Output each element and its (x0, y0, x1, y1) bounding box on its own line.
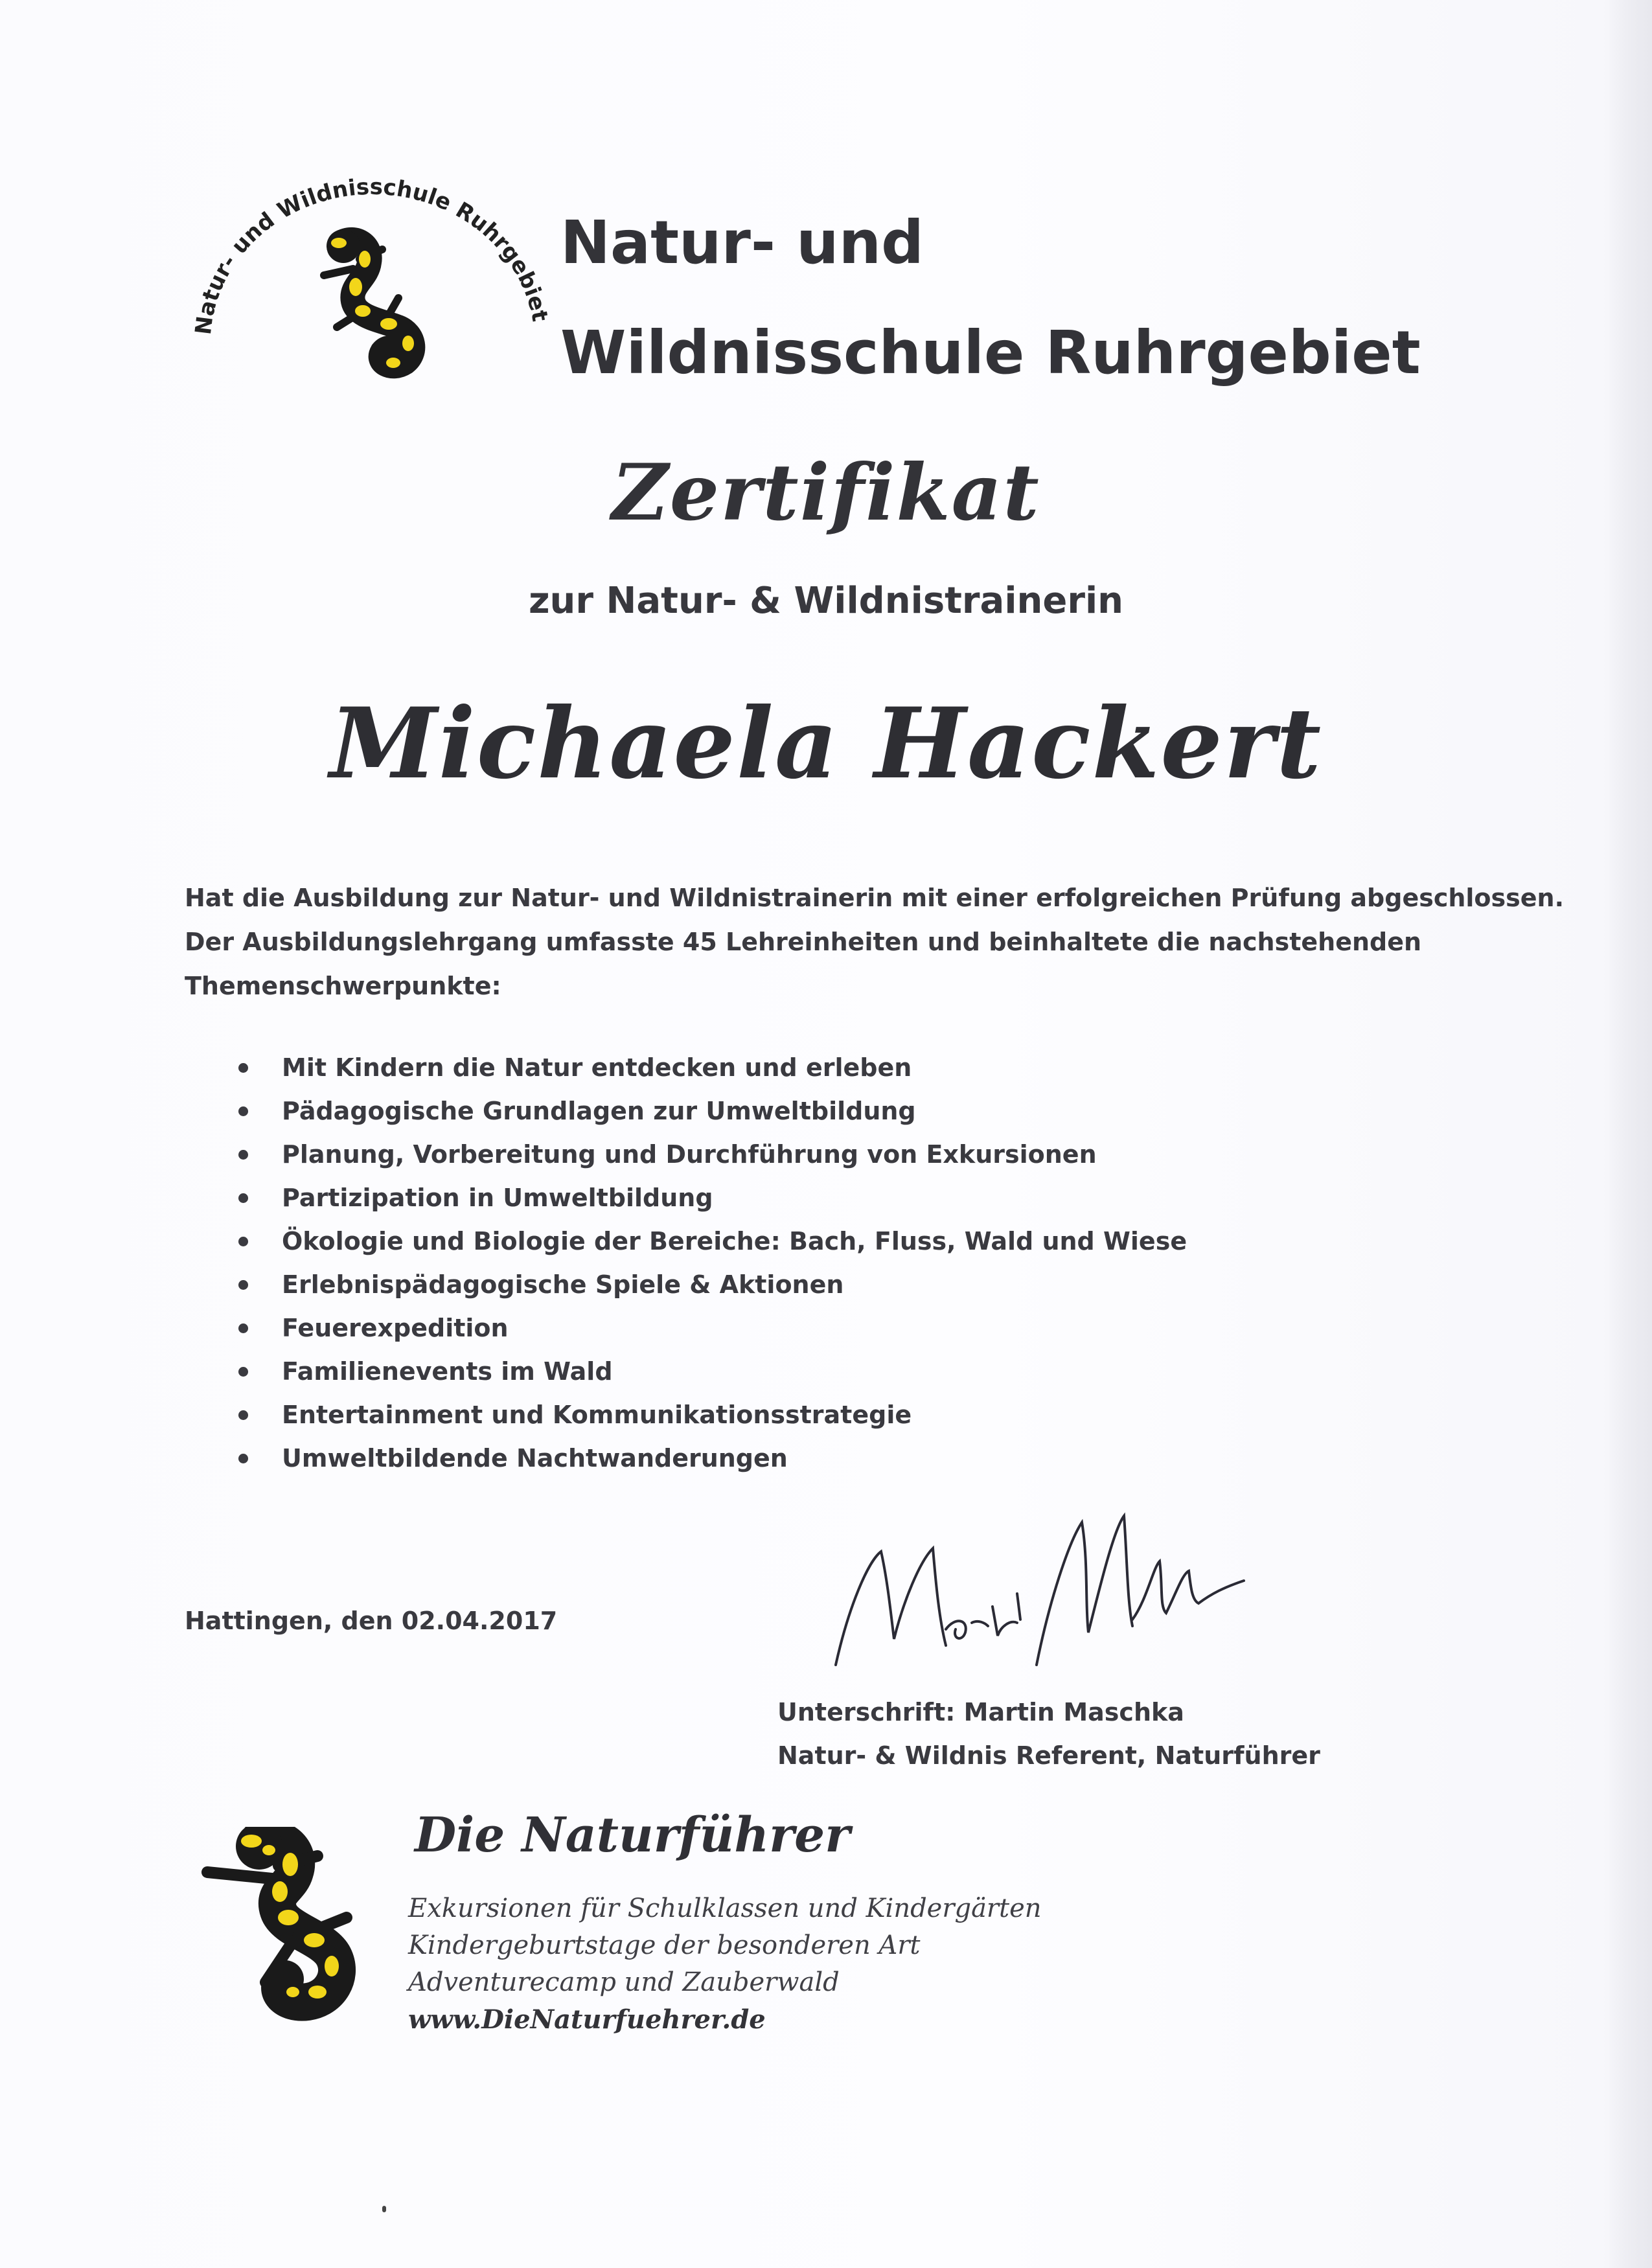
footer-title: Die Naturführer (415, 1807, 851, 1863)
school-name-line2: Wildnisschule Ruhrgebiet (560, 318, 1421, 387)
intro-line: Themenschwerpunkte: (185, 972, 501, 1000)
topic-item: Umweltbildende Nachtwanderungen (233, 1437, 1187, 1480)
topic-item: Erlebnispädagogische Spiele & Aktionen (233, 1263, 1187, 1307)
recipient-name: Michaela Hackert (329, 687, 1323, 801)
place-date: Hattingen, den 02.04.2017 (185, 1607, 558, 1635)
naturfuehrer-logo (181, 1827, 389, 2041)
handwritten-signature (823, 1490, 1250, 1678)
school-logo (185, 175, 560, 389)
topic-item: Mit Kindern die Natur entdecken und erleben (233, 1046, 1187, 1090)
topic-item: Familienevents im Wald (233, 1350, 1187, 1393)
topic-item: Feuerexpedition (233, 1307, 1187, 1350)
topic-item: Partizipation in Umweltbildung (233, 1176, 1187, 1220)
signer-block (777, 1691, 1320, 1778)
school-name-line1: Natur- und (560, 208, 924, 277)
salamander-icon (324, 229, 414, 368)
intro-line: Der Ausbildungslehrgang umfasste 45 Lehreinheiten und beinhaltete die nachstehenden (185, 928, 1422, 956)
intro-line: Hat die Ausbildung zur Natur- und Wildnistrainerin mit einer erfolgreichen Prüfung abgeschlossen. (185, 884, 1565, 912)
intro-paragraph (185, 876, 1565, 1008)
footer-url[interactable]: www.DieNaturfuehrer.de (408, 2004, 766, 2035)
topic-item: Entertainment und Kommunikationsstrategie (233, 1393, 1187, 1437)
paper-edge-shadow (1607, 0, 1652, 2268)
certificate-subtitle: zur Natur- & Wildnistrainerin (528, 580, 1124, 622)
topic-item: Pädagogische Grundlagen zur Umweltbildung (233, 1090, 1187, 1133)
footer-line: Kindergeburtstage der besonderen Art (408, 1930, 921, 1960)
topic-item: Planung, Vorbereitung und Durchführung von Exkursionen (233, 1133, 1187, 1176)
certificate-title: Zertifikat (612, 447, 1040, 538)
topic-list (233, 1046, 1187, 1480)
signer-name: Unterschrift: Martin Maschka (777, 1698, 1184, 1726)
signer-role: Natur- & Wildnis Referent, Naturführer (777, 1741, 1320, 1770)
footer-lines (408, 1890, 1042, 2038)
school-name (560, 188, 1421, 408)
logo-arc-text: Natur- und Wildnisschule Ruhrgebiet (190, 175, 553, 336)
salamander-icon (207, 1827, 347, 2002)
topic-item: Ökologie und Biologie der Bereiche: Bach, Fluss, Wald und Wiese (233, 1220, 1187, 1263)
footer-line: Exkursionen für Schulklassen und Kindergärten (408, 1894, 1042, 1923)
paper-speck (382, 2206, 386, 2212)
footer-line: Adventurecamp und Zauberwald (408, 1967, 840, 1997)
